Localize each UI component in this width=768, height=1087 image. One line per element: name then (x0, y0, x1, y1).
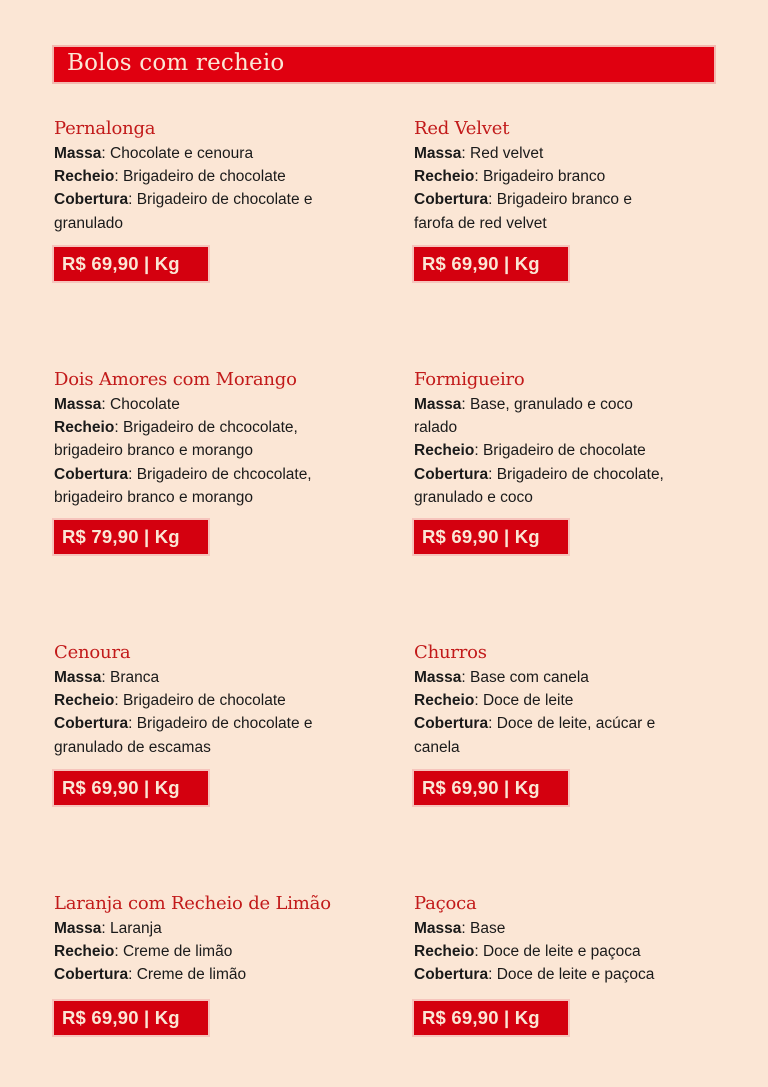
price-badge (54, 247, 208, 281)
price-badge (414, 1001, 568, 1035)
recheio-line: Recheio: Brigadeiro de chcocolate, brigadeiro branco e morango (54, 419, 298, 460)
massa-line: Massa: Chocolate (54, 396, 180, 413)
cake-card-dois-amores (54, 368, 374, 509)
price-text: R$ 69,90 | Kg (422, 253, 540, 274)
massa-line: Massa: Laranja (54, 920, 162, 937)
cobertura-line: Cobertura: Brigadeiro de chocolate, granulado e coco (414, 465, 664, 506)
cake-card-churros (414, 641, 734, 759)
cake-name: Dois Amores com Morango (54, 369, 297, 390)
price-text: R$ 69,90 | Kg (62, 777, 180, 798)
price-text: R$ 69,90 | Kg (62, 1007, 180, 1028)
cake-card-formigueiro (414, 368, 734, 509)
price-text: R$ 69,90 | Kg (422, 1007, 540, 1028)
cake-card-laranja (54, 892, 374, 987)
cobertura-line: Cobertura: Brigadeiro de chocolate e granulado (54, 191, 313, 232)
cobertura-line: Cobertura: Doce de leite e paçoca (414, 966, 655, 984)
massa-line: Massa: Base, granulado e coco ralado (414, 396, 633, 437)
recheio-line: Recheio: Brigadeiro de chocolate (414, 442, 646, 460)
cobertura-line: Cobertura: Creme de limão (54, 966, 247, 984)
price-text: R$ 69,90 | Kg (422, 526, 540, 547)
massa-line: Massa: Chocolate e cenoura (54, 145, 254, 162)
price-badge (414, 520, 568, 554)
price-badge (54, 1001, 208, 1035)
cake-name: Laranja com Recheio de Limão (54, 893, 331, 914)
cake-name: Pernalonga (54, 118, 156, 139)
price-badge (414, 247, 568, 281)
cobertura-line: Cobertura: Brigadeiro de chcocolate, brigadeiro branco e morango (54, 465, 312, 506)
price-text: R$ 69,90 | Kg (422, 777, 540, 798)
cake-card-pernalonga (54, 117, 374, 235)
section-title: Bolos com recheio (67, 50, 285, 76)
recheio-line: Recheio: Doce de leite e paçoca (414, 943, 641, 961)
cobertura-line: Cobertura: Doce de leite, acúcar e canela (414, 715, 656, 756)
massa-line: Massa: Base (414, 920, 506, 937)
price-badge (414, 771, 568, 805)
price-text: R$ 79,90 | Kg (62, 526, 180, 547)
cake-card-cenoura (54, 641, 374, 759)
recheio-line: Recheio: Brigadeiro de chocolate (54, 692, 286, 710)
cake-name: Churros (414, 642, 487, 663)
recheio-line: Recheio: Doce de leite (414, 692, 574, 710)
cake-name: Paçoca (414, 893, 477, 914)
recheio-line: Recheio: Creme de limão (54, 943, 233, 961)
cake-name: Red Velvet (414, 118, 510, 139)
massa-line: Massa: Base com canela (414, 669, 589, 686)
recheio-line: Recheio: Brigadeiro branco (414, 168, 606, 186)
massa-line: Massa: Red velvet (414, 145, 544, 162)
cake-name: Formigueiro (414, 369, 525, 390)
cake-card-pacoca (414, 892, 734, 987)
cake-card-red-velvet (414, 117, 734, 235)
massa-line: Massa: Branca (54, 669, 160, 686)
price-badge (54, 520, 208, 554)
cobertura-line: Cobertura: Brigadeiro de chocolate e granulado de escamas (54, 715, 313, 756)
cobertura-line: Cobertura: Brigadeiro branco e farofa de red velvet (414, 191, 632, 232)
price-badge (54, 771, 208, 805)
section-header (54, 47, 714, 82)
cake-name: Cenoura (54, 642, 131, 663)
recheio-line: Recheio: Brigadeiro de chocolate (54, 168, 286, 186)
price-text: R$ 69,90 | Kg (62, 253, 180, 274)
